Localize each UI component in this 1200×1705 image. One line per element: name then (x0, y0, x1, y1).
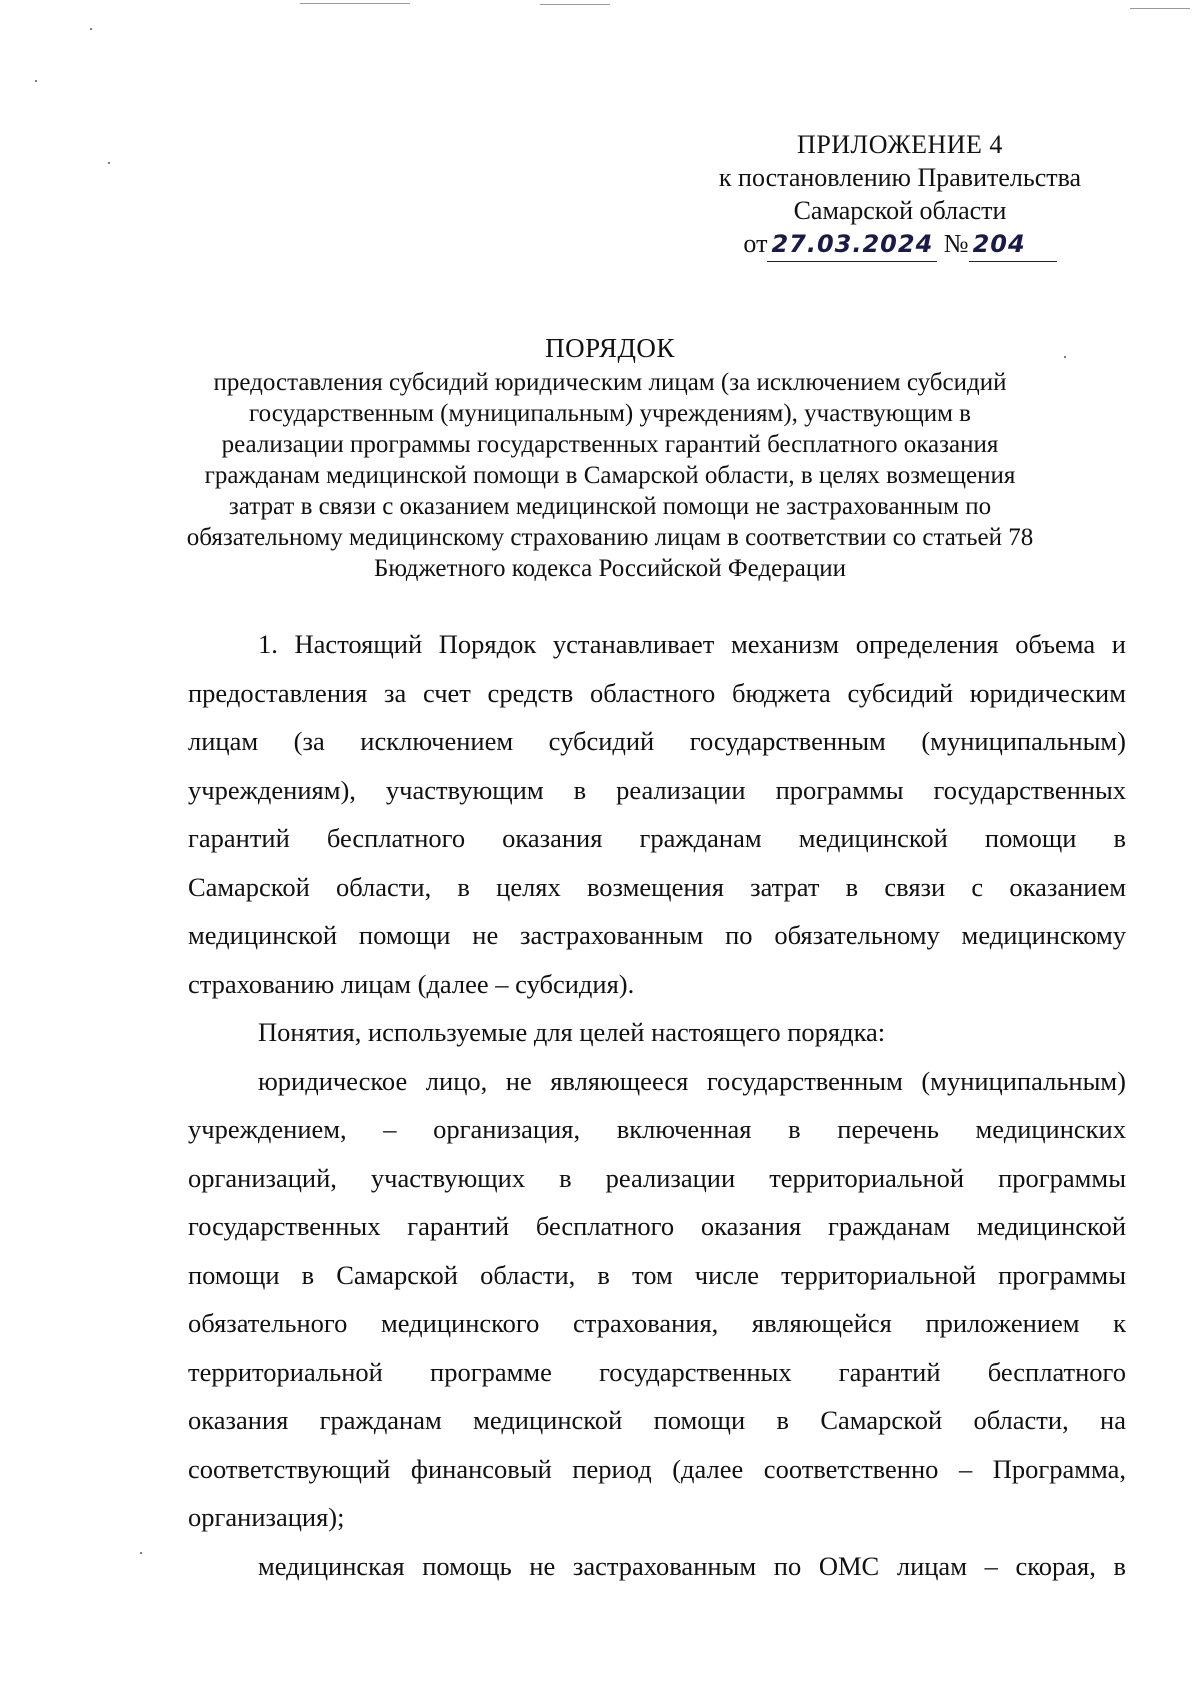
appendix-region-line: Самарской области (793, 196, 1007, 225)
document-subtitle (170, 367, 1050, 584)
scan-artifact-dot (108, 162, 110, 164)
handwritten-number: 204 (969, 228, 1057, 262)
scan-artifact-dot (35, 80, 37, 82)
body-line: организаций, участвующих в реализации территориальной программы (188, 1162, 1126, 1193)
body-line: страхованию лицам (далее – субсидия). (188, 968, 635, 999)
handwritten-date: 27.03.2024 (767, 228, 937, 262)
body-line: 1. Настоящий Порядок устанавливает механизм определения объема и (258, 629, 1126, 659)
scan-artifact-line (1130, 8, 1190, 9)
body-line: территориальной программе государственных гарантий бесплатного (188, 1356, 1126, 1387)
body-line: государственных гарантий бесплатного оказания гражданам медицинской (188, 1211, 1126, 1241)
body-line: соответствующий финансовый период (далее соответственно – Программа, (188, 1453, 1126, 1484)
subtitle-line: государственным (муниципальным) учреждениям), участвующим в (249, 400, 971, 427)
body-line: медицинской помощи не застрахованным по обязательному медицинскому (188, 920, 1126, 950)
scan-artifact-dot (140, 1552, 142, 1554)
subtitle-line: реализации программы государственных гарантий бесплатного оказания (221, 431, 999, 458)
subtitle-line: затрат в связи с оказанием медицинской помощи не застрахованным по (228, 493, 992, 520)
subtitle-line: гражданам медицинской помощи в Самарской области, в целях возмещения (204, 462, 1016, 489)
subtitle-line: Бюджетного кодекса Российской Федерации (374, 555, 846, 582)
paragraph-3 (188, 1057, 1126, 1542)
body-line: учреждением, – организация, включенная в перечень медицинских (188, 1114, 1126, 1144)
paragraph-2: Понятия, используемые для целей настоящего порядка: (258, 1017, 886, 1047)
subtitle-line: предоставления субсидий юридическим лицам (за исключением субсидий (213, 369, 1007, 396)
date-prefix: от (743, 229, 768, 258)
body-line: помощи в Самарской области, в том числе территориальной программы (188, 1259, 1126, 1290)
body-line: гарантий бесплатного оказания гражданам медицинской помощи в (188, 823, 1126, 853)
body-line: юридическое лицо, не являющееся государственным (муниципальным) (258, 1065, 1126, 1096)
body-line: учреждениям), участвующим в реализации программы государственных (188, 774, 1126, 805)
document-body (188, 620, 1126, 1590)
number-sign: № (943, 229, 969, 258)
body-line: организация); (188, 1502, 345, 1532)
scan-artifact-dot (1064, 356, 1066, 358)
body-line: обязательного медицинского страхования, являющейся приложением к (188, 1308, 1126, 1338)
appendix-resolution-line: к постановлению Правительства (718, 163, 1082, 192)
paragraph-1 (188, 620, 1126, 1008)
scan-artifact-line (300, 3, 410, 4)
subtitle-line: обязательному медицинскому страхованию лицам в соответствии со статьей 78 (186, 524, 1034, 551)
appendix-header (690, 128, 1110, 262)
scan-artifact-dot (90, 28, 92, 30)
appendix-date-number-line (690, 227, 1110, 262)
document-title: ПОРЯДОК (545, 333, 675, 363)
paragraph-4: медицинская помощь не застрахованным по ОМС лицам – скорая, в (258, 1550, 1126, 1581)
scan-artifact-line (540, 4, 610, 5)
appendix-title: ПРИЛОЖЕНИЕ 4 (797, 130, 1003, 159)
body-line: лицам (за исключением субсидий государственным (муниципальным) (188, 726, 1126, 756)
body-line: предоставления за счет средств областного бюджета субсидий юридическим (188, 677, 1126, 708)
body-line: Самарской области, в целях возмещения затрат в связи с оказанием (188, 871, 1126, 902)
body-line: оказания гражданам медицинской помощи в Самарской области, на (188, 1405, 1126, 1435)
